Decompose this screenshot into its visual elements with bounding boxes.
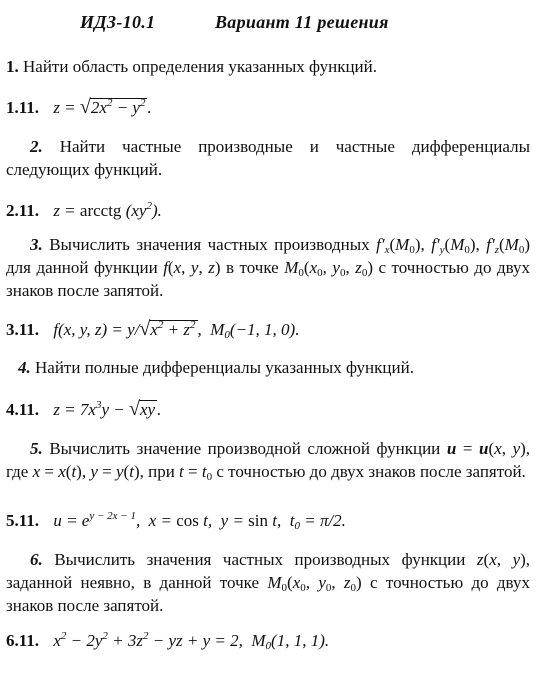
task-6-item [6, 629, 526, 652]
task-1-number: 1. [6, 57, 19, 76]
task-5-item-number: 5.11. [6, 511, 40, 530]
task-3-formula: f(x, y, $z) = y/√x^2 + z^2$ , $M_0(-1$, 1, 0). [53, 318, 300, 341]
task-4-item-number: 4.11. [6, 400, 40, 419]
task-5-statement [6, 437, 530, 483]
header-title: ИДЗ-10.1 [80, 12, 156, 32]
task-5-number: 5. [30, 439, 43, 458]
task-1-statement [6, 55, 530, 78]
task-2-item [6, 199, 526, 222]
header-variant: Вариант 11 решения [215, 12, 389, 32]
task-1-item [6, 96, 526, 119]
task-4-number: 4. [18, 358, 31, 377]
task-4-formula: $z = 7x^3y - √xy$ . [53, 398, 162, 420]
task-2-item-number: 2.11. [6, 201, 40, 220]
task-6-text: Вычислить значения частных производных функции z(x, y), заданной неявно, в данной точке $M_0(x_0$, $y_0$, $z_0$) с точностью до двух знаков после запятой. [6, 550, 531, 615]
task-1-formula: $z = √2x^2 - y^2$ . [53, 96, 152, 118]
task-6-number: 6. [30, 550, 43, 569]
task-3-item [6, 318, 526, 341]
task-1-text: Найти область определения указанных функций. [23, 57, 378, 76]
task-3-statement [6, 233, 530, 302]
task-2-number: 2. [30, 137, 43, 156]
task-1-item-number: 1.11. [6, 98, 40, 117]
task-5-formula: $u = e^{y - 2x - 1}$, x = cos t, y = sin t, $t_0 = \pi/2$. [53, 510, 346, 532]
document-header [80, 12, 389, 33]
task-2-statement [6, 135, 530, 181]
task-3-number: 3. [30, 235, 43, 254]
task-5-item [6, 509, 526, 532]
task-4-statement [6, 356, 530, 379]
task-6-formula: $x^2 - 2y^2 + 3z^2$ − yz + y = 2, $M_0(1$, 1, 1). [53, 630, 330, 652]
task-2-text: Найти частные производные и частные дифференциалы следующих функций. [6, 137, 530, 179]
task-4-item [6, 398, 526, 421]
task-3-text: Вычислить значения частных производных $f'_x(M_0)$, $f'_y(M_0)$, $f'_z(M_0)$ для данной функции f(x, y, z) в точке $M_0(x_0$, $y_0$, $z_0$) с точностью до двух знаков после запятой. [6, 235, 531, 300]
task-6-statement [6, 548, 530, 617]
task-4-text: Найти полные дифференциалы указанных функций. [35, 358, 414, 377]
task-3-item-number: 3.11. [6, 320, 40, 339]
task-5-text: Вычислить значение производной сложной функции u = u(x, y), где x = x(t), y = y(t), при $t = t_0$ с точностью до двух знаков после запятой. [6, 439, 531, 483]
task-2-formula: z = arcctg $(xy^2)$. [53, 200, 162, 220]
task-6-item-number: 6.11. [6, 631, 40, 650]
